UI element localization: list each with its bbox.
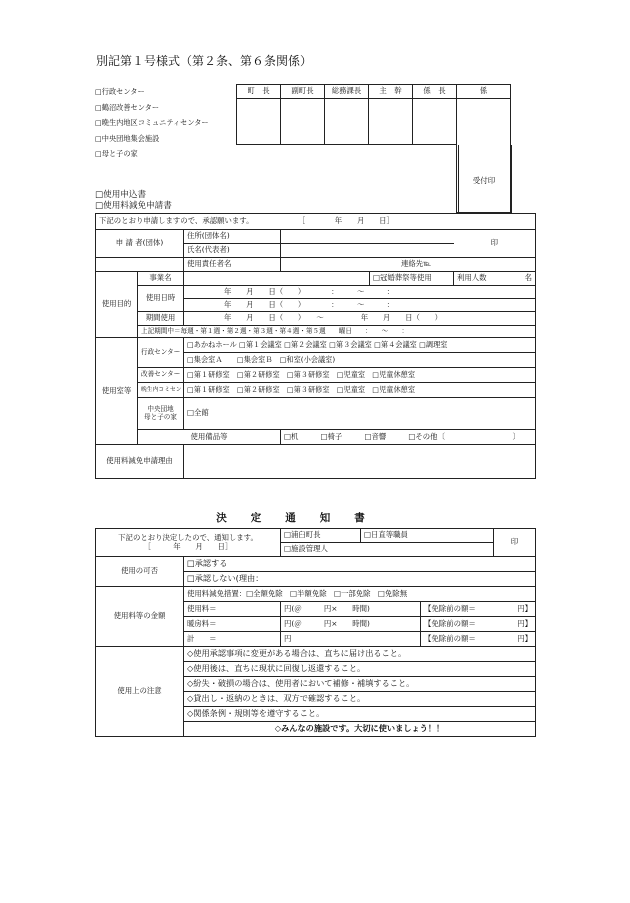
fee-label: 使用料等の金額 (96, 587, 184, 647)
facility-option[interactable]: □行政センター (95, 87, 145, 96)
application-intro: 下記のとおり申請しますので、承認願います。 ［ 年 月 日］ (96, 214, 536, 230)
stamp-box[interactable] (369, 99, 413, 145)
datetime-line[interactable]: 年 月 日（ ） ： ～ ： (184, 286, 536, 299)
daily-option[interactable]: □日直等職員 (361, 529, 494, 543)
disapprove-option[interactable]: □承認しない(理由： (184, 572, 536, 587)
kaizen-rooms[interactable]: □第１研修室 □第２研修室 □第３研修室 □児童室 □児童休憩室 (184, 368, 536, 383)
stamp-box[interactable] (281, 99, 325, 145)
chuo-label: 中央団地 母と子の家 (138, 398, 184, 430)
reduce-reason-field[interactable] (184, 445, 536, 479)
final-note: ◇みんなの施設です。大切に使いましょう！！ (184, 722, 536, 737)
heating-before[interactable]: 【免除前の額＝ 円】 (421, 617, 536, 632)
event-field[interactable] (184, 272, 370, 286)
facility-option[interactable]: □中央団地集会施設 (95, 133, 160, 143)
manager-option[interactable]: □施設管理人 (281, 543, 494, 557)
notice-seal: 印 (494, 529, 536, 557)
equip-label: 使用備品等 (138, 430, 281, 445)
oshu-label: 晩生内コミセン (138, 383, 184, 398)
responsible-label: 使用責任者名 (184, 258, 281, 272)
ceremony-option[interactable]: □冠婚葬祭等使用 (370, 272, 454, 286)
application-date[interactable]: ［ 年 月 日］ (301, 216, 394, 226)
fee-calc[interactable]: 円(＠ 円× 時間) (281, 602, 421, 617)
total-row-label: 計 ＝ (184, 632, 281, 647)
total-yen[interactable]: 円 (281, 632, 421, 647)
name-label: 氏名(代表者) (184, 244, 281, 258)
fee-row-label: 使用料＝ (184, 602, 281, 617)
receipt-stamp-label: 受付印 (472, 176, 496, 185)
note-item: ◇貸出し・返納のときは、双方で確認すること。 (184, 692, 536, 707)
approver-header: 主 幹 (369, 85, 413, 99)
datetime-line[interactable]: 年 月 日（ ） ： ～ ： (184, 299, 536, 312)
note-item: ◇使用後は、直ちに現状に回復し返還すること。 (184, 662, 536, 677)
whole-option[interactable]: □全館 (184, 398, 536, 430)
period-line[interactable]: 年 月 日（ ） ～ 年 月 日（ ） (184, 312, 536, 326)
approver-header: 町 長 (237, 85, 281, 99)
equip-options[interactable]: □机 □椅子 □音響 □その他〔 〕 (281, 430, 536, 445)
reduce-reason-label: 使用料減免申請理由 (96, 445, 184, 479)
stamp-box[interactable] (237, 99, 281, 145)
heating-calc[interactable]: 円(＠ 円× 時間) (281, 617, 421, 632)
rooms-label: 使用室等 (96, 338, 138, 445)
fee-before[interactable]: 【免除前の額＝ 円】 (421, 602, 536, 617)
reduce-measures[interactable]: 使用料減免措置：□全額免除 □半額免除 □一部免除 □免除無 (184, 587, 536, 602)
form-type-options (95, 190, 172, 212)
kaizen-label: 改善センター (138, 368, 184, 383)
note-item: ◇使用承認事項に変更がある場合は、直ちに届け出ること。 (184, 647, 536, 662)
address-field[interactable] (281, 230, 454, 244)
gyosei-rooms[interactable]: □あかねホール □第１会議室 □第２会議室 □第３会議室 □第４会議室 □調理室 (184, 338, 536, 353)
mayor-option[interactable]: □浦臼町長 (281, 529, 361, 543)
gyosei-label: 行政センター (138, 338, 184, 368)
seal-mark: 印 (454, 230, 536, 258)
stamp-box[interactable] (325, 99, 369, 145)
decision-table (95, 528, 536, 737)
users-field[interactable]: 利用人数 名 (454, 272, 536, 286)
total-before[interactable]: 【免除前の額＝ 円】 (421, 632, 536, 647)
datetime-label: 使用日時 (138, 286, 184, 312)
facility-options (95, 84, 209, 162)
name-field[interactable] (281, 244, 454, 258)
approval-label: 使用の可否 (96, 557, 184, 587)
gyosei-rooms[interactable]: □集会室Ａ □集会室Ｂ □和室(小会議室) (184, 353, 536, 368)
purpose-label: 使用目的 (96, 272, 138, 338)
heating-row-label: 暖房料＝ (184, 617, 281, 632)
facility-option[interactable]: □母と子の家 (95, 149, 138, 158)
weekly-line[interactable]: 上記期間中＝毎週・第１週・第２週・第３週・第４週・第５週 曜日 ： ～ ： (138, 326, 536, 338)
contact-label[interactable]: 連絡先℡ (281, 258, 536, 272)
application-table (95, 213, 536, 479)
form-title: 別記第１号様式（第２条、第６条関係） (96, 54, 313, 68)
approver-header: 総務課長 (325, 85, 369, 99)
approver-header: 係 (457, 85, 511, 99)
address-label: 住所(団体名) (184, 230, 281, 244)
approver-header: 係 長 (413, 85, 457, 99)
notes-label: 使用上の注意 (96, 647, 184, 737)
note-item: ◇関係条例・規則等を遵守すること。 (184, 707, 536, 722)
stamp-box[interactable] (413, 99, 457, 145)
form-type-option[interactable]: □使用料減免申請書 (95, 201, 172, 211)
note-item: ◇紛失・破損の場合は、使用者において補修・補填すること。 (184, 677, 536, 692)
approver-header: 副町長 (281, 85, 325, 99)
facility-option[interactable]: □晩生内地区コミュニティセンター (95, 118, 209, 127)
applicant-label: 申 請 者(団体) (96, 230, 184, 258)
facility-option[interactable]: □鶴沼改善センター (95, 102, 160, 112)
period-label: 期間使用 (138, 312, 184, 326)
form-type-option[interactable]: □使用申込書 (95, 190, 147, 200)
oshu-rooms[interactable]: □第１研修室 □第２研修室 □第３研修室 □児童室 □児童休憩室 (184, 383, 536, 398)
approve-option[interactable]: □承認する (184, 557, 536, 572)
notice-heading: 決定通知書 (216, 512, 389, 524)
notice-intro: 下記のとおり決定したので、通知します。 ［ 年 月 日］ (96, 529, 281, 557)
event-label: 事業名 (138, 272, 184, 286)
